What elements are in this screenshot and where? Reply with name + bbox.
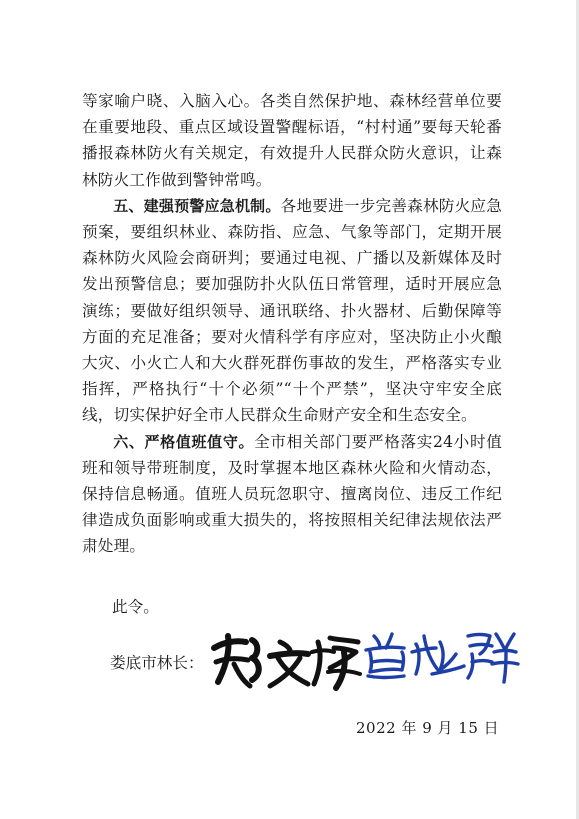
document-date: 2022 年 9 月 15 日 bbox=[356, 719, 500, 737]
section-6-body: 全市相关部门要严格落实24小时值班和领导带班制度，及时掌握本地区森林火险和火情动态，保持信息畅通。值班人员玩忽职守、擅离岗位、违反工作纪律造成负面影响或重大损失的，将按照相关纪律法规依法严肃处理。 bbox=[82, 432, 502, 556]
paragraph-section-6 bbox=[82, 429, 502, 560]
signer-label: 娄底市林长： bbox=[110, 654, 204, 672]
closing-text: 此令。 bbox=[112, 598, 159, 616]
section-5-heading: 五、建强预警应急机制。 bbox=[113, 196, 281, 215]
paragraph-section-5 bbox=[82, 193, 502, 429]
document-body bbox=[82, 88, 502, 560]
section-5-body: 各地要进一步完善森林防火应急预案，要组织林业、森防指、应急、气象等部门，定期开展森林防火风险会商研判；要通过电视、广播以及新媒体及时发出预警信息；要加强防扑火队伍日常管理，适时开展应急演练；要做好组织领导、通讯联络、扑火器材、后勤保障等方面的充足准备；要对火情科学有序应对，坚决防止小火酿大灾、小火亡人和大火群死群伤事故的发生，严格落实专业指挥，严格执行“十个必须”“十个严禁”，坚决守牢安全底线，切实保护好全市人民群众生命财产安全和生态安全。 bbox=[82, 196, 503, 425]
paragraph-continuation: 等家喻户晓、入脑入心。各类自然保护地、森林经营单位要在重要地段、重点区域设置警醒标语，“村村通”要每天轮番播报森林防火有关规定，有效提升人民群众防火意识，让森林防火工作做到警钟常鸣。 bbox=[82, 92, 502, 189]
section-6-heading: 六、严格值班值守。 bbox=[113, 432, 255, 451]
signature-2-image bbox=[360, 626, 520, 684]
signature-1-image bbox=[208, 628, 364, 694]
